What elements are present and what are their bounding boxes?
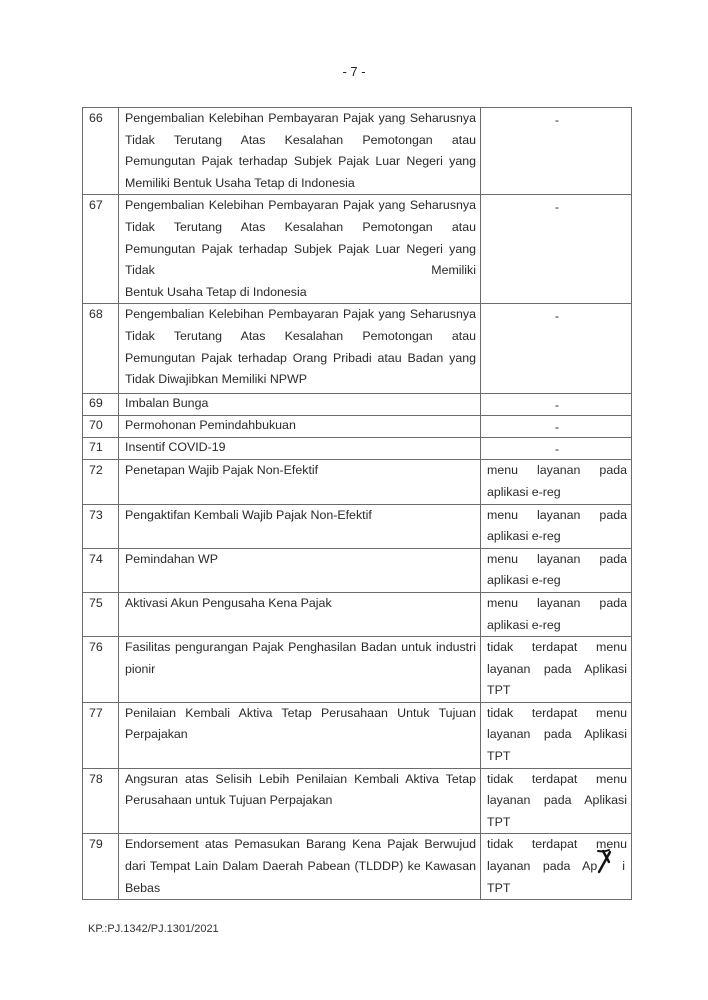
description-line: Tidak Terutang Atas Kesalahan Pemotongan atau (125, 328, 476, 343)
note-line: TPT (487, 749, 511, 764)
note-line: menu layanan pada (487, 463, 627, 478)
row-description (119, 768, 481, 834)
note-line: layanan pada Aplikasi (487, 727, 627, 742)
row-description (119, 108, 481, 195)
row-note (481, 548, 632, 592)
row-number: 72 (83, 460, 119, 504)
description-line: Tidak Terutang Atas Kesalahan Pemotongan atau (125, 132, 476, 147)
note-text: - (554, 200, 560, 215)
note-text: - (554, 398, 560, 413)
table-row (83, 108, 632, 195)
table-row (83, 460, 632, 504)
row-note (481, 768, 632, 834)
note-line: tidak terdapat menu (487, 705, 627, 720)
table-row (83, 304, 632, 394)
note-line: menu layanan pada (487, 595, 627, 610)
row-description (119, 438, 481, 460)
table-row (83, 768, 632, 834)
table-row (83, 702, 632, 768)
row-description (119, 304, 481, 394)
description-line: Tidak Diwajibkan Memiliki NPWP (125, 372, 307, 387)
handwritten-paraph-icon (595, 848, 617, 874)
document-reference-code: KP.:PJ.1342/PJ.1301/2021 (88, 923, 219, 935)
description-line: Pemindahan WP (125, 551, 218, 566)
row-note (481, 108, 632, 195)
row-note (481, 304, 632, 394)
table-row (83, 548, 632, 592)
row-description (119, 592, 481, 636)
description-line: Pemungutan Pajak terhadap Subjek Pajak Luar Negeri yang (125, 241, 476, 256)
row-description (119, 548, 481, 592)
description-line: Pengaktifan Kembali Wajib Pajak Non-Efektif (125, 507, 372, 522)
description-line: Perusahaan untuk Tujuan Perpajakan (125, 793, 333, 808)
description-line: Bentuk Usaha Tetap di Indonesia (125, 284, 307, 299)
row-description (119, 504, 481, 548)
description-line: Bebas (125, 880, 161, 895)
description-line: Endorsement atas Pemasukan Barang Kena Pajak Berwujud (125, 837, 476, 852)
row-number: 66 (83, 108, 119, 195)
description-line: Penetapan Wajib Pajak Non-Efektif (125, 463, 319, 478)
table-row (83, 416, 632, 438)
note-line: aplikasi e-reg (487, 573, 561, 588)
note-line-text: layanan pada Ap (487, 859, 598, 874)
description-line: Pengembalian Kelebihan Pembayaran Pajak yang Seharusnya (125, 198, 476, 213)
row-description (119, 460, 481, 504)
description-line: Memiliki Bentuk Usaha Tetap di Indonesia (125, 175, 355, 190)
note-text: - (554, 309, 560, 324)
note-line: layanan pada Aplikasi (487, 793, 627, 808)
row-number: 68 (83, 304, 119, 394)
row-number: 79 (83, 834, 119, 900)
row-number: 71 (83, 438, 119, 460)
note-line: TPT (487, 683, 511, 698)
page-number: - 7 - (342, 64, 366, 79)
row-number: 73 (83, 504, 119, 548)
services-table (82, 107, 632, 900)
table-row (83, 834, 632, 900)
row-number: 70 (83, 416, 119, 438)
row-note (481, 504, 632, 548)
note-text: - (554, 420, 560, 435)
row-number: 75 (83, 592, 119, 636)
note-line: menu layanan pada (487, 551, 627, 566)
description-line: Pengembalian Kelebihan Pembayaran Pajak yang Seharusnya (125, 111, 476, 125)
row-note (481, 460, 632, 504)
row-note (481, 592, 632, 636)
description-line: Fasilitas pengurangan Pajak Penghasilan Badan untuk industri (125, 640, 476, 655)
table-row (83, 394, 632, 416)
description-line: Permohonan Pemindahbukuan (125, 418, 296, 433)
row-description (119, 834, 481, 900)
description-line: Penilaian Kembali Aktiva Tetap Perusahaan Untuk Tujuan (125, 705, 476, 720)
row-note (481, 834, 632, 900)
note-line: aplikasi e-reg (487, 529, 561, 544)
note-line: TPT (487, 814, 511, 829)
table-row (83, 637, 632, 703)
description-line: Tidak Memiliki (125, 263, 476, 278)
description-line: Insentif COVID-19 (125, 440, 226, 455)
table-row (83, 504, 632, 548)
description-line: Imbalan Bunga (125, 396, 209, 411)
description-line: Pemungutan Pajak terhadap Subjek Pajak Luar Negeri yang (125, 154, 476, 169)
note-line: menu layanan pada (487, 507, 627, 522)
description-line: Aktivasi Akun Pengusaha Kena Pajak (125, 595, 332, 610)
note-line: tidak terdapat menu (487, 640, 627, 655)
note-text: - (554, 113, 560, 127)
note-line: TPT (487, 880, 511, 895)
table-row (83, 592, 632, 636)
row-description (119, 195, 481, 304)
row-number: 78 (83, 768, 119, 834)
note-line: tidak terdapat menu (487, 771, 627, 786)
row-description (119, 702, 481, 768)
row-number: 76 (83, 637, 119, 703)
description-line: dari Tempat Lain Dalam Daerah Pabean (TLDDP) ke Kawasan (125, 859, 476, 874)
description-line: Perpajakan (125, 727, 188, 742)
row-description (119, 637, 481, 703)
description-line: Tidak Terutang Atas Kesalahan Pemotongan atau (125, 219, 476, 234)
note-line-tail: i (622, 859, 625, 874)
note-line: tidak terdapat menu (487, 837, 627, 852)
row-note (481, 438, 632, 460)
row-description (119, 394, 481, 416)
note-line (487, 856, 627, 878)
row-number: 69 (83, 394, 119, 416)
note-line: aplikasi e-reg (487, 484, 561, 499)
note-text: - (554, 442, 560, 457)
description-line: Pemungutan Pajak terhadap Orang Pribadi atau Badan yang (125, 350, 476, 365)
row-description (119, 416, 481, 438)
note-line: layanan pada Aplikasi (487, 661, 627, 676)
row-number: 77 (83, 702, 119, 768)
row-number: 67 (83, 195, 119, 304)
description-line: Pengembalian Kelebihan Pembayaran Pajak yang Seharusnya (125, 307, 476, 322)
row-note (481, 394, 632, 416)
note-line: aplikasi e-reg (487, 617, 561, 632)
table-row (83, 438, 632, 460)
description-line: pionir (125, 661, 156, 676)
description-line: Angsuran atas Selisih Lebih Penilaian Kembali Aktiva Tetap (125, 771, 476, 786)
row-note (481, 637, 632, 703)
row-note (481, 416, 632, 438)
row-note (481, 195, 632, 304)
table-row (83, 195, 632, 304)
row-note (481, 702, 632, 768)
row-number: 74 (83, 548, 119, 592)
